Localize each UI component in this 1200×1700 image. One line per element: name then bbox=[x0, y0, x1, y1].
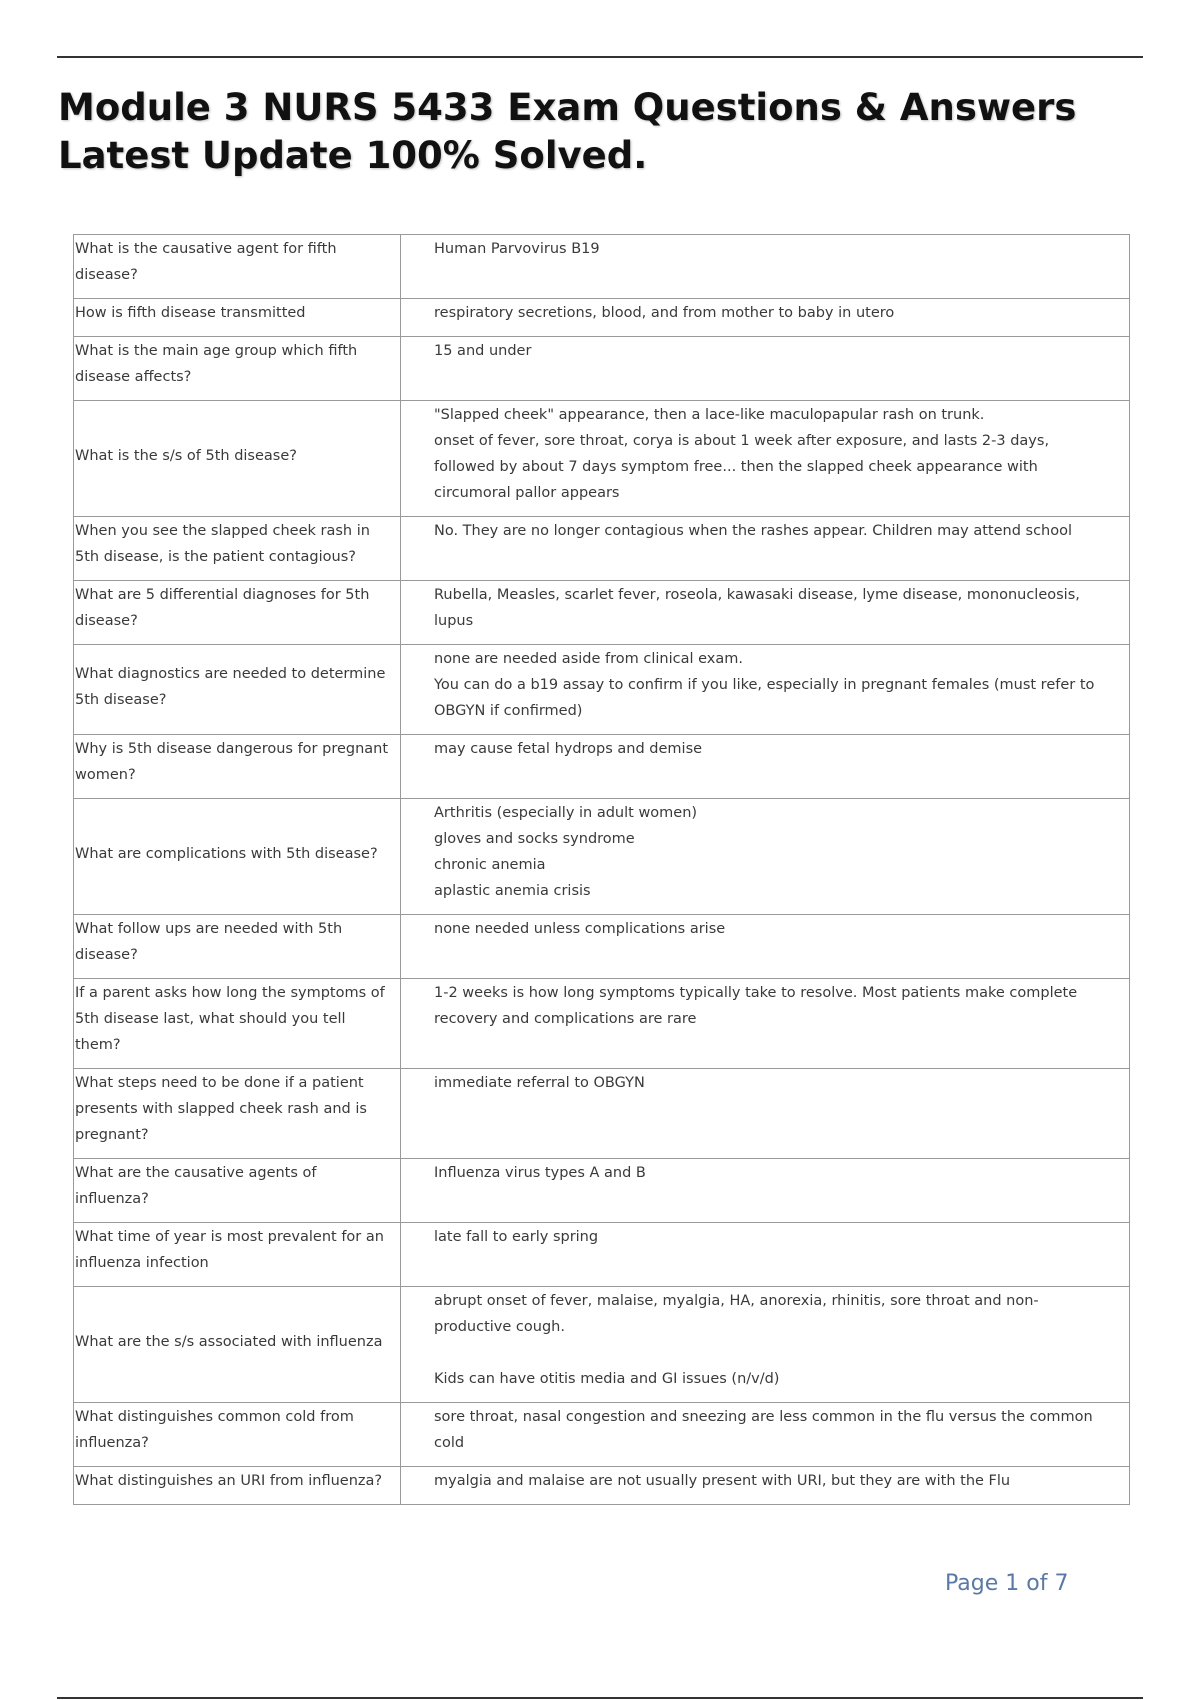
table-row bbox=[74, 581, 1130, 645]
table-row bbox=[74, 517, 1130, 581]
table-row bbox=[74, 799, 1130, 915]
table-row bbox=[74, 1159, 1130, 1223]
answer-cell: 15 and under bbox=[401, 337, 1130, 401]
table-row bbox=[74, 645, 1130, 735]
question-cell: If a parent asks how long the symptoms of 5th disease last, what should you tell them? bbox=[74, 979, 401, 1069]
answer-cell: Rubella, Measles, scarlet fever, roseola, kawasaki disease, lyme disease, mononucleosis, lupus bbox=[401, 581, 1130, 645]
document-title: Module 3 NURS 5433 Exam Questions & Answers Latest Update 100% Solved. bbox=[58, 86, 1077, 177]
question-cell: What time of year is most prevalent for an influenza infection bbox=[74, 1223, 401, 1287]
question-cell: What diagnostics are needed to determine 5th disease? bbox=[74, 645, 401, 735]
bottom-rule bbox=[57, 1697, 1143, 1699]
answer-cell: "Slapped cheek" appearance, then a lace-like maculopapular rash on trunk. onset of fever, sore throat, corya is about 1 week after exposure, and lasts 2-3 days, followed by about 7 days symptom free... then the slapped cheek appearance with circumoral pallor appears bbox=[401, 401, 1130, 517]
table-row bbox=[74, 235, 1130, 299]
answer-cell: none needed unless complications arise bbox=[401, 915, 1130, 979]
question-cell: What are the s/s associated with influenza bbox=[74, 1287, 401, 1403]
answer-cell: Influenza virus types A and B bbox=[401, 1159, 1130, 1223]
table-row bbox=[74, 1403, 1130, 1467]
table-row bbox=[74, 915, 1130, 979]
table-row bbox=[74, 979, 1130, 1069]
table-row bbox=[74, 1069, 1130, 1159]
question-cell: What are complications with 5th disease? bbox=[74, 799, 401, 915]
table-row bbox=[74, 299, 1130, 337]
answer-cell: myalgia and malaise are not usually present with URI, but they are with the Flu bbox=[401, 1467, 1130, 1505]
qa-table bbox=[73, 234, 1130, 1505]
answer-cell: Arthritis (especially in adult women) gloves and socks syndrome chronic anemia aplastic anemia crisis bbox=[401, 799, 1130, 915]
answer-cell: No. They are no longer contagious when the rashes appear. Children may attend school bbox=[401, 517, 1130, 581]
top-rule bbox=[57, 56, 1143, 58]
answer-cell: immediate referral to OBGYN bbox=[401, 1069, 1130, 1159]
question-cell: What is the main age group which fifth disease affects? bbox=[74, 337, 401, 401]
answer-cell: may cause fetal hydrops and demise bbox=[401, 735, 1130, 799]
question-cell: What steps need to be done if a patient presents with slapped cheek rash and is pregnant? bbox=[74, 1069, 401, 1159]
table-row bbox=[74, 1467, 1130, 1505]
question-cell: What are the causative agents of influenza? bbox=[74, 1159, 401, 1223]
question-cell: What is the s/s of 5th disease? bbox=[74, 401, 401, 517]
question-cell: How is fifth disease transmitted bbox=[74, 299, 401, 337]
table-row bbox=[74, 1223, 1130, 1287]
table-row bbox=[74, 1287, 1130, 1403]
table-row bbox=[74, 401, 1130, 517]
table-row bbox=[74, 735, 1130, 799]
question-cell: What distinguishes common cold from influenza? bbox=[74, 1403, 401, 1467]
answer-cell: respiratory secretions, blood, and from mother to baby in utero bbox=[401, 299, 1130, 337]
question-cell: What distinguishes an URI from influenza? bbox=[74, 1467, 401, 1505]
question-cell: What is the causative agent for fifth disease? bbox=[74, 235, 401, 299]
question-cell: When you see the slapped cheek rash in 5th disease, is the patient contagious? bbox=[74, 517, 401, 581]
answer-cell: 1-2 weeks is how long symptoms typically take to resolve. Most patients make complete recovery and complications are rare bbox=[401, 979, 1130, 1069]
question-cell: Why is 5th disease dangerous for pregnant women? bbox=[74, 735, 401, 799]
answer-cell: late fall to early spring bbox=[401, 1223, 1130, 1287]
answer-cell: sore throat, nasal congestion and sneezing are less common in the flu versus the common cold bbox=[401, 1403, 1130, 1467]
question-cell: What follow ups are needed with 5th disease? bbox=[74, 915, 401, 979]
page-number: Page 1 of 7 bbox=[945, 1571, 1069, 1596]
answer-cell: none are needed aside from clinical exam. You can do a b19 assay to confirm if you like, especially in pregnant females (must refer to OBGYN if confirmed) bbox=[401, 645, 1130, 735]
answer-cell: Human Parvovirus B19 bbox=[401, 235, 1130, 299]
question-cell: What are 5 differential diagnoses for 5th disease? bbox=[74, 581, 401, 645]
answer-cell: abrupt onset of fever, malaise, myalgia, HA, anorexia, rhinitis, sore throat and non-productive cough. Kids can have otitis media and GI issues (n/v/d) bbox=[401, 1287, 1130, 1403]
table-row bbox=[74, 337, 1130, 401]
